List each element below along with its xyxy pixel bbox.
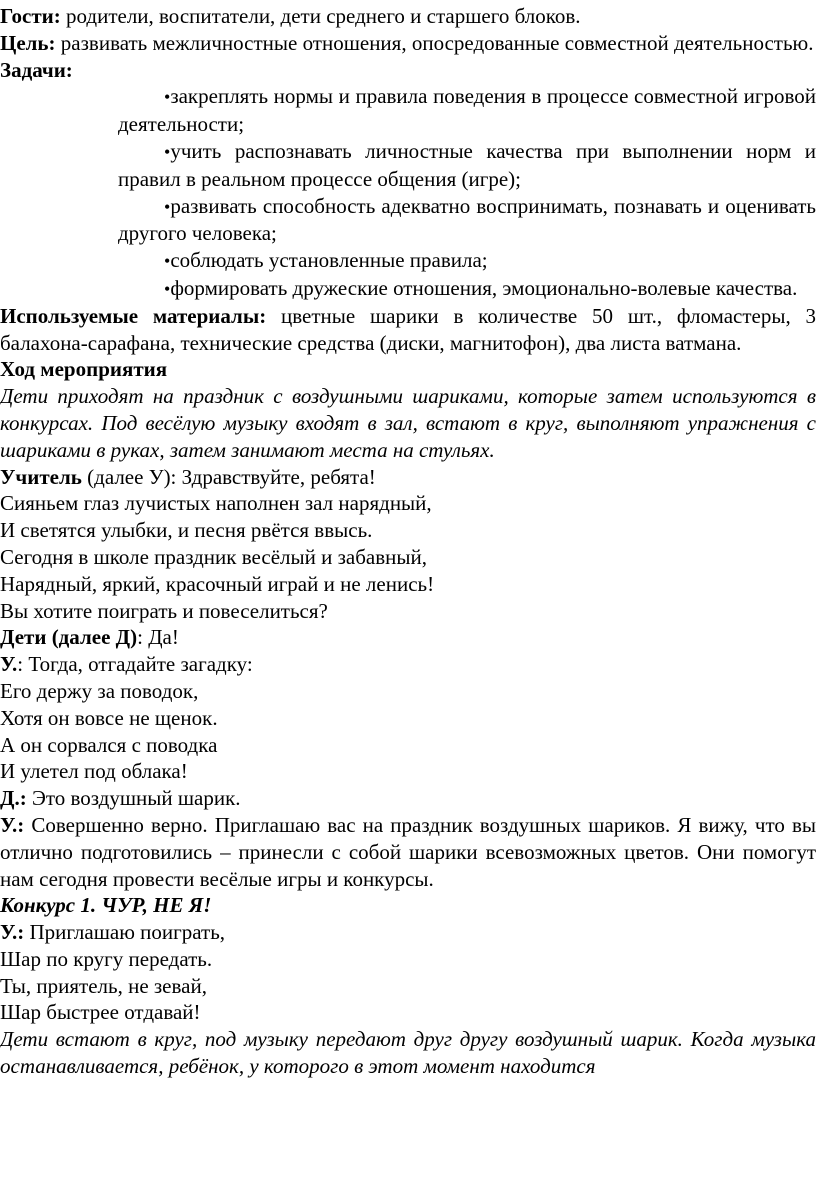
poem-line: Шар быстрее отдавай! — [0, 1000, 201, 1025]
speaker-label: У.: — [0, 920, 25, 945]
bullet-icon: • — [164, 278, 171, 299]
materials-paragraph — [0, 303, 816, 357]
poem-line: И светятся улыбки, и песня рвётся ввысь. — [0, 518, 373, 543]
task-text: учить распознавать личностные качества при выполнении норм и правил в реальном процессе общения (игре); — [118, 138, 816, 191]
poem-line: Ты, приятель, не зевай, — [0, 973, 207, 998]
materials-text: цветные шарики в количестве 50 шт., фломастеры, 3 балахона-сарафана, технические средства (диски, магнитофон), два листа ватмана. — [0, 303, 816, 355]
bullet-icon: • — [164, 251, 171, 272]
poem-line: Вы хотите поиграть и повеселиться? — [0, 598, 328, 623]
teacher-invite: У.: Совершенно верно. Приглашаю вас на праздник воздушных шариков. Я вижу, что вы отлично подготовились – принесли с собой шарики всевозможных цветов. Они помогут нам сегодня провести весёлые игры и конкурсы. — [0, 812, 816, 891]
guests-label: Гости: — [0, 4, 61, 28]
riddle-line: А он сорвался с поводка — [0, 732, 218, 757]
goal-text: развивать межличностные отношения, опосредованные совместной деятельностью. — [55, 30, 814, 55]
tasks-heading: Задачи: — [0, 57, 73, 82]
speaker-label: Учитель — [0, 464, 82, 489]
task-item — [118, 83, 816, 138]
guests-text: родители, воспитатели, дети среднего и старшего блоков. — [60, 4, 581, 28]
children-answer: Д.: Это воздушный шарик. — [0, 786, 241, 811]
speaker-label: Д.: — [0, 786, 27, 811]
task-text: формировать дружеские отношения, эмоционально-волевые качества. — [170, 275, 798, 300]
speaker-label: Дети (далее Д) — [0, 625, 138, 650]
riddle-line: Его держу за поводок, — [0, 678, 199, 703]
task-item — [118, 193, 816, 248]
teacher-intro: Учитель (далее У): Здравствуйте, ребята! — [0, 464, 376, 489]
teacher-riddle: У.: Тогда, отгадайте загадку: — [0, 652, 253, 677]
event-heading: Ход мероприятия — [0, 357, 168, 382]
bullet-icon: • — [164, 141, 171, 162]
poem-line: Нарядный, яркий, красочный играй и не ленись! — [0, 571, 435, 596]
bullet-icon: • — [164, 196, 171, 217]
speaker-label: У. — [0, 652, 18, 677]
materials-label: Используемые материалы: — [0, 303, 267, 328]
poem-line: Сегодня в школе праздник весёлый и забавный, — [0, 544, 427, 569]
bullet-icon: • — [164, 87, 171, 108]
task-item — [118, 275, 816, 303]
riddle-line: Хотя он вовсе не щенок. — [0, 705, 218, 730]
task-item — [118, 247, 816, 275]
goal-label: Цель: — [0, 30, 56, 55]
task-text: закреплять нормы и правила поведения в процессе совместной игровой деятельности; — [118, 84, 816, 137]
riddle-line: И улетел под облака! — [0, 759, 188, 784]
task-item — [118, 138, 816, 193]
contest1-heading: Конкурс 1. ЧУР, НЕ Я! — [0, 893, 212, 918]
task-text: соблюдать установленные правила; — [170, 248, 488, 273]
teacher-contest: У.: Приглашаю поиграть, — [0, 920, 226, 945]
intro-paragraph: Дети приходят на праздник с воздушными шариками, которые затем используются в конкурсах. Под весёлую музыку входят в зал, встают в круг, выполняют упражнения с шариками в руках, затем занимают места на стульях. — [0, 384, 816, 462]
goal-paragraph — [0, 30, 814, 57]
speaker-label: У.: — [0, 812, 25, 837]
poem-line: Сияньем глаз лучистых наполнен зал нарядный, — [0, 491, 432, 516]
final-paragraph: Дети встают в круг, под музыку передают друг другу воздушный шарик. Когда музыка останавливается, ребёнок, у которого в этот момент находится — [0, 1027, 816, 1079]
poem-line: Шар по кругу передать. — [0, 946, 213, 971]
task-text: развивать способность адекватно воспринимать, познавать и оценивать другого человека; — [118, 193, 816, 246]
children-intro: Дети (далее Д): Да! — [0, 625, 179, 650]
guests-line — [0, 3, 816, 30]
